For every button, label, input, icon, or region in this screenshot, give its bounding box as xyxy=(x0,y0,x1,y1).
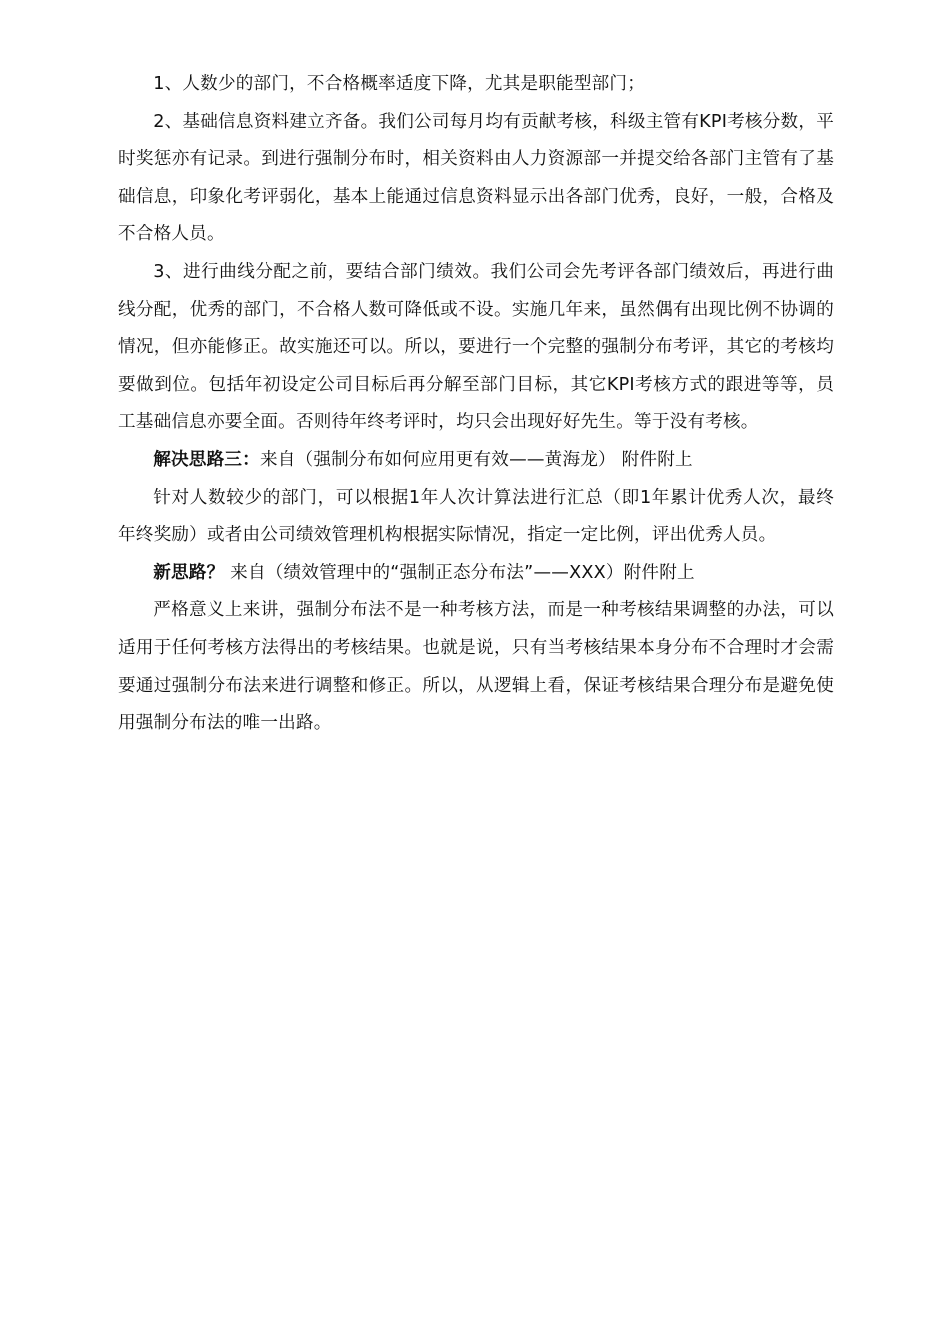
paragraph-1: 1、人数少的部门，不合格概率适度下降，尤其是职能型部门； xyxy=(153,74,646,94)
solution-3-label: 解决思路三： xyxy=(153,449,260,470)
new-idea-line xyxy=(118,555,834,593)
new-idea-source: 来自（绩效管理中的“强制正态分布法”——XXX）附件附上 xyxy=(224,562,695,583)
paragraph-2: 2、基础信息资料建立齐备。我们公司每月均有贡献考核，科级主管有KPI考核分数，平时奖惩亦有记录。到进行强制分布时，相关资料由人力资源部一并提交给各部门主管有了基础信息，印象化考评弱化，基本上能通过信息资料显示出各部门优秀，良好，一般，合格及不合格人员。 xyxy=(118,111,834,245)
paragraph-5: 严格意义上来讲，强制分布法不是一种考核方法，而是一种考核结果调整的办法，可以适用于任何考核方法得出的考核结果。也就是说，只有当考核结果本身分布不合理时才会需要通过强制分布法来进行调整和修正。所以，从逻辑上看，保证考核结果合理分布是避免使用强制分布法的唯一出路。 xyxy=(118,600,834,734)
paragraph-4: 针对人数较少的部门，可以根据1年人次计算法进行汇总（即1年累计优秀人次，最终年终奖励）或者由公司绩效管理机构根据实际情况，指定一定比例，评出优秀人员。 xyxy=(118,487,834,546)
paragraph-3: 3、进行曲线分配之前，要结合部门绩效。我们公司会先考评各部门绩效后，再进行曲线分配，优秀的部门，不合格人数可降低或不设。实施几年来，虽然偶有出现比例不协调的情况，但亦能修正。故实施还可以。所以，要进行一个完整的强制分布考评，其它的考核均要做到位。包括年初设定公司目标后再分解至部门目标，其它KPI考核方式的跟进等等，员工基础信息亦要全面。否则待年终考评时，均只会出现好好先生。等于没有考核。 xyxy=(118,261,834,433)
new-idea-label: 新思路？ xyxy=(153,562,225,583)
solution-3-line xyxy=(118,442,834,480)
document-page xyxy=(118,66,834,743)
solution-3-source: 来自（强制分布如何应用更有效——黄海龙） 附件附上 xyxy=(259,449,693,470)
